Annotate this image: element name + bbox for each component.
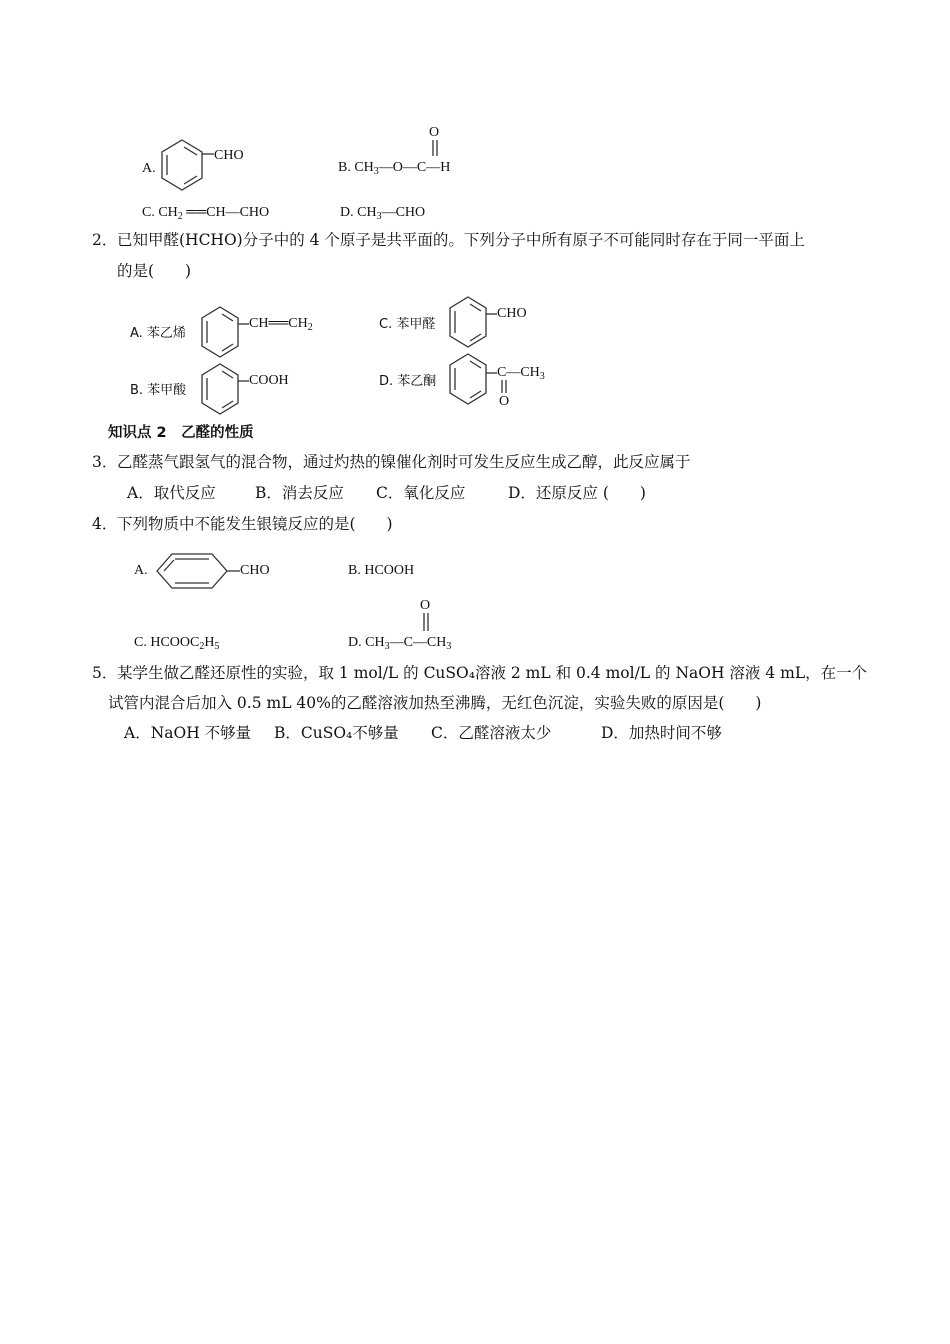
q2-option-d-oxygen: O <box>499 394 510 409</box>
q1-option-d: D. $CH_3—CHO$ <box>340 205 426 222</box>
q4-option-a-label: A. <box>134 563 148 578</box>
q3-number: 3． <box>92 453 118 471</box>
q1-option-a-label: A. <box>142 161 156 176</box>
benzene-ring-icon <box>448 295 488 351</box>
q1-option-b-formula: B. $CH_3—O—C—H$ <box>338 160 451 177</box>
q5-text-line1: 某学生做乙醛还原性的实验，取 1 mol/L 的 CuSO₄溶液 2 mL 和 0.4 mol/L 的 NaOH 溶液 4 mL，在一个 <box>117 664 868 682</box>
q2-text-line1: 已知甲醛(HCHO)分子中的 4 个原子是共平面的。下列分子中所有原子不可能同时存在于同一平面上 <box>117 231 805 249</box>
q1-option-b-oxygen: O <box>429 125 440 140</box>
benzene-ring-icon <box>448 352 488 408</box>
q2-option-b-label: B. 苯甲酸 <box>130 383 187 398</box>
q5-option-c: C．乙醛溶液太少 <box>431 724 552 742</box>
q4-option-b: B. HCOOH <box>348 563 415 578</box>
q4-option-d-oxygen: O <box>420 598 431 613</box>
q4-option-a-group: CHO <box>240 563 270 578</box>
q2-option-c-label: C. 苯甲醛 <box>379 317 436 332</box>
q3-text: 乙醛蒸气跟氢气的混合物，通过灼热的镍催化剂时可发生反应生成乙醇，此反应属于 <box>117 453 691 471</box>
section-heading: 知识点 2 乙醛的性质 <box>108 425 254 441</box>
q2-number: 2． <box>92 231 118 249</box>
q3-option-b: B．消去反应 <box>255 484 344 502</box>
q5-option-a: A．NaOH 不够量 <box>124 724 252 742</box>
q3-option-d: D．还原反应 ( ) <box>508 484 646 502</box>
double-bond-icon <box>421 613 431 635</box>
q4-option-d-formula: D. $CH_3—C—CH_3$ <box>348 635 452 652</box>
q4-option-c: C. $HCOOC_2H_5$ <box>134 635 220 652</box>
q5-text-line2: 试管内混合后加入 0.5 mL 40%的乙醛溶液加热至沸腾，无红色沉淀，实验失败的原因是( ) <box>108 694 762 712</box>
benzene-ring-icon <box>200 305 240 361</box>
benzene-ring-icon <box>200 362 240 418</box>
q2-option-b-group: COOH <box>249 373 289 388</box>
double-bond-icon <box>430 140 440 160</box>
q2-option-a-label: A. 苯乙烯 <box>130 326 186 341</box>
bond-line-icon <box>227 567 241 575</box>
q2-option-d-label: D. 苯乙酮 <box>379 374 437 389</box>
benzene-ring-icon <box>155 552 229 590</box>
q2-option-d-group: $C—CH_3$ <box>497 365 545 382</box>
q5-option-b: B．CuSO₄不够量 <box>274 724 399 742</box>
q2-option-a-group: $CH══CH_2$ <box>249 316 313 333</box>
q3-option-a: A．取代反应 <box>127 484 216 502</box>
q5-option-d: D．加热时间不够 <box>601 724 722 742</box>
q4-number: 4． <box>92 515 118 533</box>
q5-number: 5． <box>92 664 118 682</box>
q2-text-line2: 的是( ) <box>117 262 192 280</box>
benzene-ring-icon <box>160 138 204 194</box>
q2-option-c-group: CHO <box>497 306 527 321</box>
q1-option-c: C. $CH_2$ ══CH—CHO <box>142 205 270 222</box>
q3-option-c: C．氧化反应 <box>376 484 466 502</box>
q4-text: 下列物质中不能发生银镜反应的是( ) <box>117 515 393 533</box>
q1-option-a-group: CHO <box>214 148 244 163</box>
